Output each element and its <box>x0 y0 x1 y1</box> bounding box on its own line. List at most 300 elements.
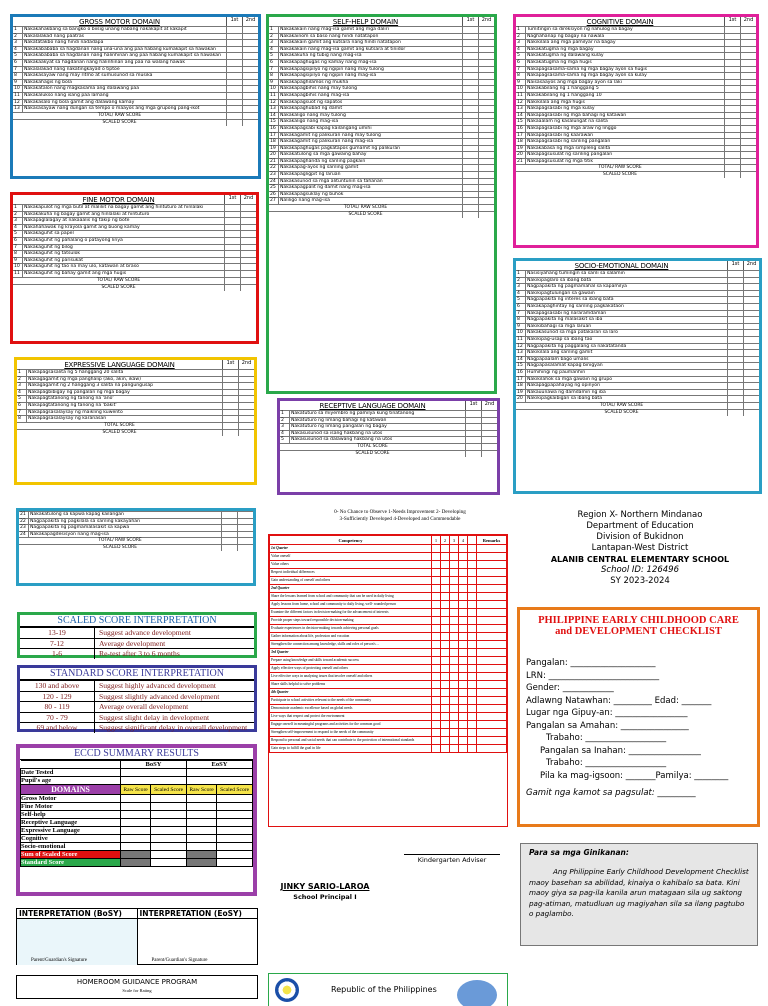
score-cell-1[interactable] <box>724 53 740 59</box>
score-cell-2[interactable] <box>478 86 494 92</box>
score-cell-1[interactable] <box>727 403 743 409</box>
rating-cell[interactable] <box>459 729 468 737</box>
checklist-field[interactable]: LRN: __________________________ <box>526 670 660 681</box>
score-cell-1[interactable] <box>727 344 743 350</box>
rating-cell[interactable] <box>477 553 507 561</box>
score-cell-1[interactable] <box>724 119 740 125</box>
score-cell-2[interactable] <box>743 297 759 303</box>
score-cell-1[interactable] <box>462 40 478 46</box>
score-cell-2[interactable] <box>743 324 759 330</box>
rating-cell[interactable] <box>441 593 450 601</box>
rating-cell[interactable] <box>468 561 477 569</box>
rating-cell[interactable] <box>477 577 507 585</box>
rating-cell[interactable] <box>432 633 441 641</box>
rating-cell[interactable] <box>468 617 477 625</box>
score-cell-1[interactable] <box>727 324 743 330</box>
score-cell-1[interactable] <box>224 245 240 251</box>
rating-cell[interactable] <box>441 713 450 721</box>
score-cell-1[interactable] <box>226 73 242 79</box>
rating-cell[interactable] <box>477 545 507 553</box>
score-cell-2[interactable] <box>238 370 254 376</box>
rating-cell[interactable] <box>459 569 468 577</box>
rating-cell[interactable] <box>450 633 459 641</box>
rating-cell[interactable] <box>450 729 459 737</box>
rating-cell[interactable] <box>441 569 450 577</box>
rating-cell[interactable] <box>441 625 450 633</box>
score-cell-1[interactable] <box>221 512 237 518</box>
score-cell-2[interactable] <box>478 53 494 59</box>
rating-cell[interactable] <box>432 689 441 697</box>
rating-cell[interactable] <box>459 673 468 681</box>
score-cell-2[interactable] <box>743 304 759 310</box>
rating-cell[interactable] <box>477 633 507 641</box>
score-cell-1[interactable] <box>727 330 743 336</box>
score-cell-2[interactable] <box>743 377 759 383</box>
rating-cell[interactable] <box>459 585 468 593</box>
score-cell-1[interactable] <box>222 430 238 436</box>
rating-cell[interactable] <box>441 729 450 737</box>
score-cell-1[interactable] <box>727 363 743 369</box>
score-cell[interactable] <box>151 819 187 827</box>
score-cell-1[interactable] <box>727 317 743 323</box>
score-cell-1[interactable] <box>221 545 237 551</box>
rating-cell[interactable] <box>468 625 477 633</box>
score-cell-2[interactable] <box>478 152 494 158</box>
score-cell-1[interactable] <box>221 538 237 544</box>
score-cell-2[interactable] <box>481 437 497 443</box>
rating-cell[interactable] <box>432 729 441 737</box>
score-cell-2[interactable] <box>238 390 254 396</box>
score-cell-2[interactable] <box>237 519 253 525</box>
score-cell-1[interactable] <box>462 27 478 33</box>
score-cell-2[interactable] <box>242 93 258 99</box>
score-cell-1[interactable] <box>724 139 740 145</box>
rating-cell[interactable] <box>459 553 468 561</box>
checklist-field[interactable]: Lugar nga Gipuy-an: _________________ <box>526 708 688 718</box>
rating-cell[interactable] <box>450 665 459 673</box>
score-cell-2[interactable] <box>240 238 256 244</box>
rating-cell[interactable] <box>477 729 507 737</box>
score-cell[interactable] <box>121 811 151 819</box>
score-cell-1[interactable] <box>462 113 478 119</box>
score-cell-1[interactable] <box>221 532 237 538</box>
score-cell-2[interactable] <box>743 357 759 363</box>
score-cell-2[interactable] <box>740 119 756 125</box>
score-cell-1[interactable] <box>222 396 238 402</box>
rating-cell[interactable] <box>432 713 441 721</box>
rating-cell[interactable] <box>441 665 450 673</box>
rating-cell[interactable] <box>432 545 441 553</box>
score-cell-2[interactable] <box>240 225 256 231</box>
score-cell-1[interactable] <box>727 337 743 343</box>
score-cell-2[interactable] <box>740 139 756 145</box>
score-cell[interactable] <box>121 827 151 835</box>
score-cell-2[interactable] <box>743 383 759 389</box>
score-cell-2[interactable] <box>743 370 759 376</box>
rating-cell[interactable] <box>477 713 507 721</box>
score-cell[interactable] <box>121 819 151 827</box>
rating-cell[interactable] <box>477 617 507 625</box>
score-cell-1[interactable] <box>724 100 740 106</box>
rating-cell[interactable] <box>432 585 441 593</box>
score-cell-1[interactable] <box>222 370 238 376</box>
score-cell-2[interactable] <box>478 159 494 165</box>
score-cell-2[interactable] <box>240 245 256 251</box>
rating-cell[interactable] <box>468 577 477 585</box>
rating-cell[interactable] <box>450 569 459 577</box>
score-cell-1[interactable] <box>724 34 740 40</box>
score-cell-2[interactable] <box>478 113 494 119</box>
rating-cell[interactable] <box>477 657 507 665</box>
score-cell-2[interactable] <box>743 363 759 369</box>
score-cell-1[interactable] <box>226 27 242 33</box>
score-cell-2[interactable] <box>478 146 494 152</box>
rating-cell[interactable] <box>468 705 477 713</box>
score-cell-2[interactable] <box>481 451 497 457</box>
score-cell-1[interactable] <box>724 165 740 171</box>
score-cell-1[interactable] <box>226 67 242 73</box>
score-cell-2[interactable] <box>478 165 494 171</box>
rating-cell[interactable] <box>477 665 507 673</box>
score-cell-2[interactable] <box>238 423 254 429</box>
rating-cell[interactable] <box>441 721 450 729</box>
score-cell-2[interactable] <box>740 133 756 139</box>
score-cell-2[interactable] <box>481 424 497 430</box>
score-cell-2[interactable] <box>743 330 759 336</box>
score-cell[interactable] <box>217 843 253 851</box>
score-cell-1[interactable] <box>724 93 740 99</box>
score-cell-2[interactable] <box>743 284 759 290</box>
score-cell-2[interactable] <box>238 416 254 422</box>
score-cell-1[interactable] <box>224 238 240 244</box>
score-cell-1[interactable] <box>222 423 238 429</box>
score-cell-2[interactable] <box>238 410 254 416</box>
rating-cell[interactable] <box>477 601 507 609</box>
rating-cell[interactable] <box>432 593 441 601</box>
score-cell-2[interactable] <box>237 532 253 538</box>
rating-cell[interactable] <box>450 617 459 625</box>
rating-cell[interactable] <box>432 665 441 673</box>
score-cell-1[interactable] <box>465 451 481 457</box>
score-cell-1[interactable] <box>462 106 478 112</box>
score-cell-1[interactable] <box>462 67 478 73</box>
score-cell-2[interactable] <box>237 525 253 531</box>
rating-cell[interactable] <box>432 673 441 681</box>
rating-cell[interactable] <box>459 713 468 721</box>
score-cell-1[interactable] <box>462 192 478 198</box>
score-cell-2[interactable] <box>740 47 756 53</box>
score-cell[interactable] <box>121 835 151 843</box>
rating-cell[interactable] <box>432 601 441 609</box>
score-cell-1[interactable] <box>724 40 740 46</box>
score-cell-2[interactable] <box>743 344 759 350</box>
score-cell-2[interactable] <box>740 113 756 119</box>
score-cell[interactable] <box>121 795 151 803</box>
score-cell-1[interactable] <box>226 47 242 53</box>
score-cell-2[interactable] <box>242 120 258 126</box>
score-cell-1[interactable] <box>222 416 238 422</box>
rating-cell[interactable] <box>450 545 459 553</box>
score-cell-1[interactable] <box>724 67 740 73</box>
rating-cell[interactable] <box>459 641 468 649</box>
rating-cell[interactable] <box>468 569 477 577</box>
rating-cell[interactable] <box>468 737 477 745</box>
score-cell-1[interactable] <box>462 133 478 139</box>
score-cell-1[interactable] <box>224 264 240 270</box>
score-cell-2[interactable] <box>740 27 756 33</box>
score-cell-2[interactable] <box>743 271 759 277</box>
score-cell-2[interactable] <box>237 538 253 544</box>
checklist-field[interactable]: Trabaho: ___________________ <box>546 733 667 743</box>
score-cell[interactable] <box>186 811 216 819</box>
score-cell-1[interactable] <box>226 86 242 92</box>
score-cell-2[interactable] <box>478 119 494 125</box>
score-cell-2[interactable] <box>743 311 759 317</box>
rating-cell[interactable] <box>441 745 450 753</box>
rating-cell[interactable] <box>477 561 507 569</box>
score-cell[interactable] <box>151 795 187 803</box>
rating-cell[interactable] <box>432 745 441 753</box>
rating-cell[interactable] <box>459 593 468 601</box>
rating-cell[interactable] <box>432 721 441 729</box>
score-cell-1[interactable] <box>724 86 740 92</box>
score-cell-1[interactable] <box>724 60 740 66</box>
rating-cell[interactable] <box>441 633 450 641</box>
score-cell-1[interactable] <box>224 271 240 277</box>
score-cell-2[interactable] <box>238 403 254 409</box>
score-cell-1[interactable] <box>727 350 743 356</box>
score-cell-1[interactable] <box>465 411 481 417</box>
score-cell[interactable] <box>217 819 253 827</box>
score-cell-1[interactable] <box>462 53 478 59</box>
score-cell-2[interactable] <box>238 430 254 436</box>
score-cell-1[interactable] <box>465 418 481 424</box>
score-cell-1[interactable] <box>224 285 240 291</box>
rating-cell[interactable] <box>468 593 477 601</box>
score-cell[interactable] <box>121 843 151 851</box>
score-cell[interactable] <box>217 827 253 835</box>
score-cell-2[interactable] <box>242 106 258 112</box>
checklist-field[interactable]: Pangalan sa Inahan: _________________ <box>540 745 701 756</box>
score-cell-2[interactable] <box>740 86 756 92</box>
score-cell[interactable] <box>151 827 187 835</box>
rating-cell[interactable] <box>432 561 441 569</box>
rating-cell[interactable] <box>468 649 477 657</box>
score-cell-2[interactable] <box>240 271 256 277</box>
rating-cell[interactable] <box>459 657 468 665</box>
score-cell-1[interactable] <box>727 396 743 402</box>
rating-cell[interactable] <box>459 665 468 673</box>
rating-cell[interactable] <box>477 745 507 753</box>
score-cell-2[interactable] <box>740 165 756 171</box>
score-cell-1[interactable] <box>465 437 481 443</box>
score-cell-1[interactable] <box>462 86 478 92</box>
rating-cell[interactable] <box>450 609 459 617</box>
rating-cell[interactable] <box>450 673 459 681</box>
rating-cell[interactable] <box>468 681 477 689</box>
score-cell-1[interactable] <box>724 113 740 119</box>
rating-cell[interactable] <box>468 585 477 593</box>
rating-cell[interactable] <box>450 713 459 721</box>
score-cell-2[interactable] <box>240 251 256 257</box>
score-cell-2[interactable] <box>242 27 258 33</box>
score-cell-2[interactable] <box>743 390 759 396</box>
score-cell-1[interactable] <box>727 377 743 383</box>
rating-cell[interactable] <box>459 577 468 585</box>
rating-cell[interactable] <box>459 609 468 617</box>
score-cell-2[interactable] <box>242 113 258 119</box>
score-cell-2[interactable] <box>740 53 756 59</box>
rating-cell[interactable] <box>477 689 507 697</box>
rating-cell[interactable] <box>468 633 477 641</box>
rating-cell[interactable] <box>459 561 468 569</box>
score-cell[interactable] <box>186 835 216 843</box>
rating-cell[interactable] <box>432 657 441 665</box>
score-cell-2[interactable] <box>478 34 494 40</box>
score-cell-1[interactable] <box>724 133 740 139</box>
score-cell-2[interactable] <box>240 285 256 291</box>
rating-cell[interactable] <box>441 737 450 745</box>
rating-cell[interactable] <box>477 569 507 577</box>
score-cell-2[interactable] <box>743 291 759 297</box>
rating-cell[interactable] <box>450 737 459 745</box>
score-cell-1[interactable] <box>724 126 740 132</box>
score-cell-1[interactable] <box>727 311 743 317</box>
score-cell-2[interactable] <box>740 172 756 178</box>
rating-cell[interactable] <box>468 745 477 753</box>
score-cell-1[interactable] <box>224 258 240 264</box>
score-cell-1[interactable] <box>462 47 478 53</box>
score-cell-2[interactable] <box>743 396 759 402</box>
rating-cell[interactable] <box>459 737 468 745</box>
score-cell[interactable] <box>151 811 187 819</box>
score-cell-2[interactable] <box>743 317 759 323</box>
score-cell-1[interactable] <box>222 390 238 396</box>
rating-cell[interactable] <box>432 649 441 657</box>
rating-cell[interactable] <box>459 745 468 753</box>
score-cell-2[interactable] <box>242 40 258 46</box>
score-cell-2[interactable] <box>240 264 256 270</box>
score-cell-2[interactable] <box>478 60 494 66</box>
score-cell-2[interactable] <box>242 34 258 40</box>
score-cell-2[interactable] <box>240 205 256 211</box>
rating-cell[interactable] <box>441 553 450 561</box>
rating-cell[interactable] <box>432 705 441 713</box>
score-cell-2[interactable] <box>740 40 756 46</box>
score-cell-2[interactable] <box>743 410 759 416</box>
score-cell-2[interactable] <box>242 53 258 59</box>
score-cell-1[interactable] <box>226 113 242 119</box>
rating-cell[interactable] <box>432 737 441 745</box>
score-cell-2[interactable] <box>478 198 494 204</box>
rating-cell[interactable] <box>450 649 459 657</box>
rating-cell[interactable] <box>450 681 459 689</box>
rating-cell[interactable] <box>441 577 450 585</box>
score-cell-2[interactable] <box>481 411 497 417</box>
score-cell-1[interactable] <box>462 185 478 191</box>
rating-cell[interactable] <box>441 545 450 553</box>
score-cell-1[interactable] <box>226 120 242 126</box>
score-cell-1[interactable] <box>224 205 240 211</box>
rating-cell[interactable] <box>468 553 477 561</box>
rating-cell[interactable] <box>459 705 468 713</box>
score-cell-2[interactable] <box>478 73 494 79</box>
rating-cell[interactable] <box>441 657 450 665</box>
score-cell-2[interactable] <box>740 106 756 112</box>
score-cell-2[interactable] <box>740 159 756 165</box>
score-cell-1[interactable] <box>727 383 743 389</box>
score-cell-1[interactable] <box>462 34 478 40</box>
rating-cell[interactable] <box>450 553 459 561</box>
score-cell-1[interactable] <box>462 146 478 152</box>
score-cell-1[interactable] <box>727 390 743 396</box>
score-cell-1[interactable] <box>727 284 743 290</box>
rating-cell[interactable] <box>468 657 477 665</box>
rating-cell[interactable] <box>477 609 507 617</box>
rating-cell[interactable] <box>468 665 477 673</box>
score-cell-1[interactable] <box>724 27 740 33</box>
rating-cell[interactable] <box>468 697 477 705</box>
rating-cell[interactable] <box>468 713 477 721</box>
score-cell-2[interactable] <box>478 126 494 132</box>
rating-cell[interactable] <box>459 633 468 641</box>
score-cell-1[interactable] <box>226 53 242 59</box>
score-cell-2[interactable] <box>242 60 258 66</box>
score-cell-1[interactable] <box>724 172 740 178</box>
score-cell-1[interactable] <box>727 297 743 303</box>
score-cell[interactable] <box>217 795 253 803</box>
checklist-field[interactable]: Gender: ____________ <box>526 683 614 693</box>
score-cell-1[interactable] <box>222 403 238 409</box>
score-cell-2[interactable] <box>240 231 256 237</box>
score-cell-1[interactable] <box>724 146 740 152</box>
score-cell[interactable] <box>121 803 151 811</box>
rating-cell[interactable] <box>459 649 468 657</box>
score-cell[interactable] <box>151 803 187 811</box>
rating-cell[interactable] <box>468 729 477 737</box>
score-cell-2[interactable] <box>242 86 258 92</box>
score-cell-1[interactable] <box>226 106 242 112</box>
score-cell-1[interactable] <box>462 212 478 218</box>
rating-cell[interactable] <box>477 705 507 713</box>
score-cell-1[interactable] <box>727 410 743 416</box>
score-cell-2[interactable] <box>478 80 494 86</box>
score-cell-2[interactable] <box>478 67 494 73</box>
score-cell-1[interactable] <box>224 218 240 224</box>
rating-cell[interactable] <box>450 625 459 633</box>
rating-cell[interactable] <box>477 697 507 705</box>
score-cell-2[interactable] <box>743 403 759 409</box>
score-cell[interactable] <box>217 835 253 843</box>
score-cell-2[interactable] <box>242 100 258 106</box>
score-cell[interactable] <box>217 811 253 819</box>
rating-cell[interactable] <box>459 721 468 729</box>
score-cell-1[interactable] <box>224 278 240 284</box>
score-cell[interactable] <box>186 819 216 827</box>
score-cell[interactable] <box>186 803 216 811</box>
rating-cell[interactable] <box>441 705 450 713</box>
rating-cell[interactable] <box>450 657 459 665</box>
score-cell-1[interactable] <box>727 357 743 363</box>
score-cell-2[interactable] <box>478 139 494 145</box>
score-cell-2[interactable] <box>237 512 253 518</box>
score-cell-2[interactable] <box>478 40 494 46</box>
score-cell-2[interactable] <box>478 172 494 178</box>
score-cell-1[interactable] <box>226 40 242 46</box>
score-cell-1[interactable] <box>724 73 740 79</box>
rating-cell[interactable] <box>441 561 450 569</box>
score-cell-2[interactable] <box>238 396 254 402</box>
